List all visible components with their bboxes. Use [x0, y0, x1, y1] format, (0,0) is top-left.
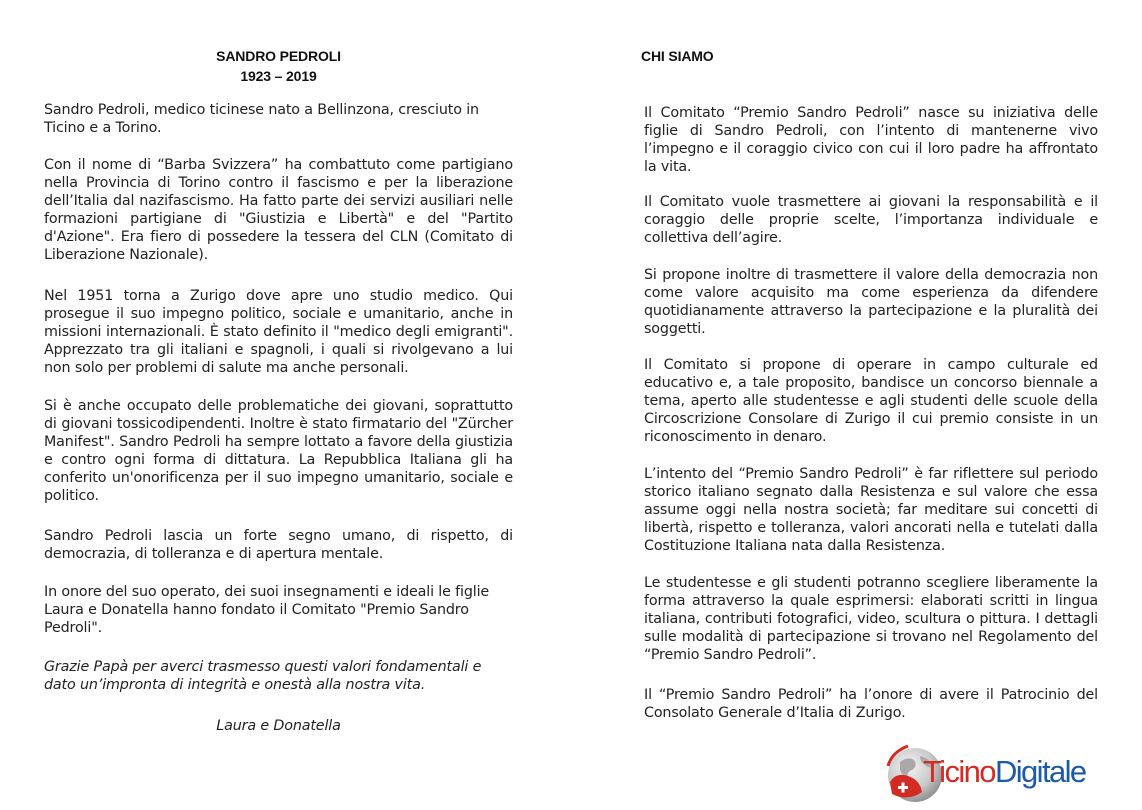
ticinodigitale-wordmark: [923, 752, 1086, 792]
right-paragraph-7: Il “Premio Sandro Pedroli” ha l’onore di avere il Patrocinio del Consolato Generale d’Italia di Zurigo.: [644, 687, 1098, 722]
wordmark-digitale: Digitale: [994, 754, 1086, 789]
left-subtitle-dates: 1923 – 2019: [240, 68, 317, 84]
signature: Laura e Donatella: [216, 718, 341, 734]
right-paragraph-2: Il Comitato vuole trasmettere ai giovani la responsabilità e il coraggio delle proprie scelte, l’importanza individuale e collettiva dell’agire.: [644, 194, 1098, 247]
left-paragraph-2: Con il nome di “Barba Svizzera” ha combattuto come partigiano nella Provincia di Torino contro il fascismo e per la liberazione dell’Italia dal nazifascismo. Ha fatto parte dei servizi ausiliari nelle formazioni partigiane di "Giustizia e Libertà" e del "Partito d'Azione". Era fiero di possedere la tessera del CLN (Comitato di Liberazione Nazionale).: [44, 157, 513, 264]
right-paragraph-5: L’intento del “Premio Sandro Pedroli” è far riflettere sul periodo storico italiano segnato dalla Resistenza e sul valore che essa assume oggi nella nostra società; far meditare sui concetti di libertà, rispetto e tolleranza, valori ancorati nella e tutelati dalla Costituzione Italiana nata dalla Resistenza.: [644, 466, 1098, 555]
right-paragraph-3: Si propone inoltre di trasmettere il valore della democrazia non come valore acquisito ma come esperienza da difendere quotidianamente attraverso la partecipazione e la pluralità dei soggetti.: [644, 267, 1098, 338]
right-title: CHI SIAMO: [641, 48, 714, 64]
right-paragraph-6: Le studentesse e gli studenti potranno scegliere liberamente la forma attraverso la quale esprimersi: elaborati scritti in lingua italiana, contributi fotografici, video, scultura o pittura. I dettagli sulle modalità di partecipazione si trovano nel Regolamento del “Premio Sandro Pedroli”.: [644, 575, 1098, 664]
right-paragraph-4: Il Comitato si propone di operare in campo culturale ed educativo e, a tale proposito, bandisce un concorso biennale a tema, aperto alle studentesse e agli studenti delle scuole della Circoscrizione Consolare di Zurigo il cui premio consiste in un riconoscimento in denaro.: [644, 357, 1098, 446]
left-paragraph-1: Sandro Pedroli, medico ticinese nato a Bellinzona, cresciuto in Ticino e a Torino.: [44, 102, 479, 137]
left-paragraph-4: Si è anche occupato delle problematiche dei giovani, soprattutto di giovani tossicodipendenti. Inoltre è stato firmatario del "Zürcher Manifest". Sandro Pedroli ha sempre lottato a favore della giustizia e contro ogni forma di dittatura. La Repubblica Italiana gli ha conferito un'onorificenza per il suo impegno umanitario, sociale e politico.: [44, 398, 513, 505]
wordmark-ticino: Ticino: [923, 754, 995, 789]
closing-quote: Grazie Papà per averci trasmesso questi valori fondamentali e dato un’impronta di integrità e onestà alla nostra vita.: [44, 659, 482, 694]
left-paragraph-3: Nel 1951 torna a Zurigo dove apre uno studio medico. Qui prosegue il suo impegno politico, sociale e umanitario, anche in missioni internazionali. È stato definito il "medico degli emigranti". Apprezzato tra gli italiani e spagnoli, i quali si rivolgevano a lui non solo per problemi di salute ma anche personali.: [44, 288, 513, 377]
right-paragraph-1: Il Comitato “Premio Sandro Pedroli” nasce su iniziativa delle figlie di Sandro Pedroli, con l’intento di mantenerne vivo l’impegno e il coraggio civico con cui il loro padre ha affrontato la vita.: [644, 105, 1098, 176]
left-title: SANDRO PEDROLI: [216, 48, 341, 64]
left-paragraph-5: Sandro Pedroli lascia un forte segno umano, di rispetto, di democrazia, di tolleranza e di apertura mentale.: [44, 528, 513, 563]
left-paragraph-6: In onore del suo operato, dei suoi insegnamenti e ideali le figlie Laura e Donatella hanno fondato il Comitato "Premio Sandro Pedroli".: [44, 584, 490, 637]
